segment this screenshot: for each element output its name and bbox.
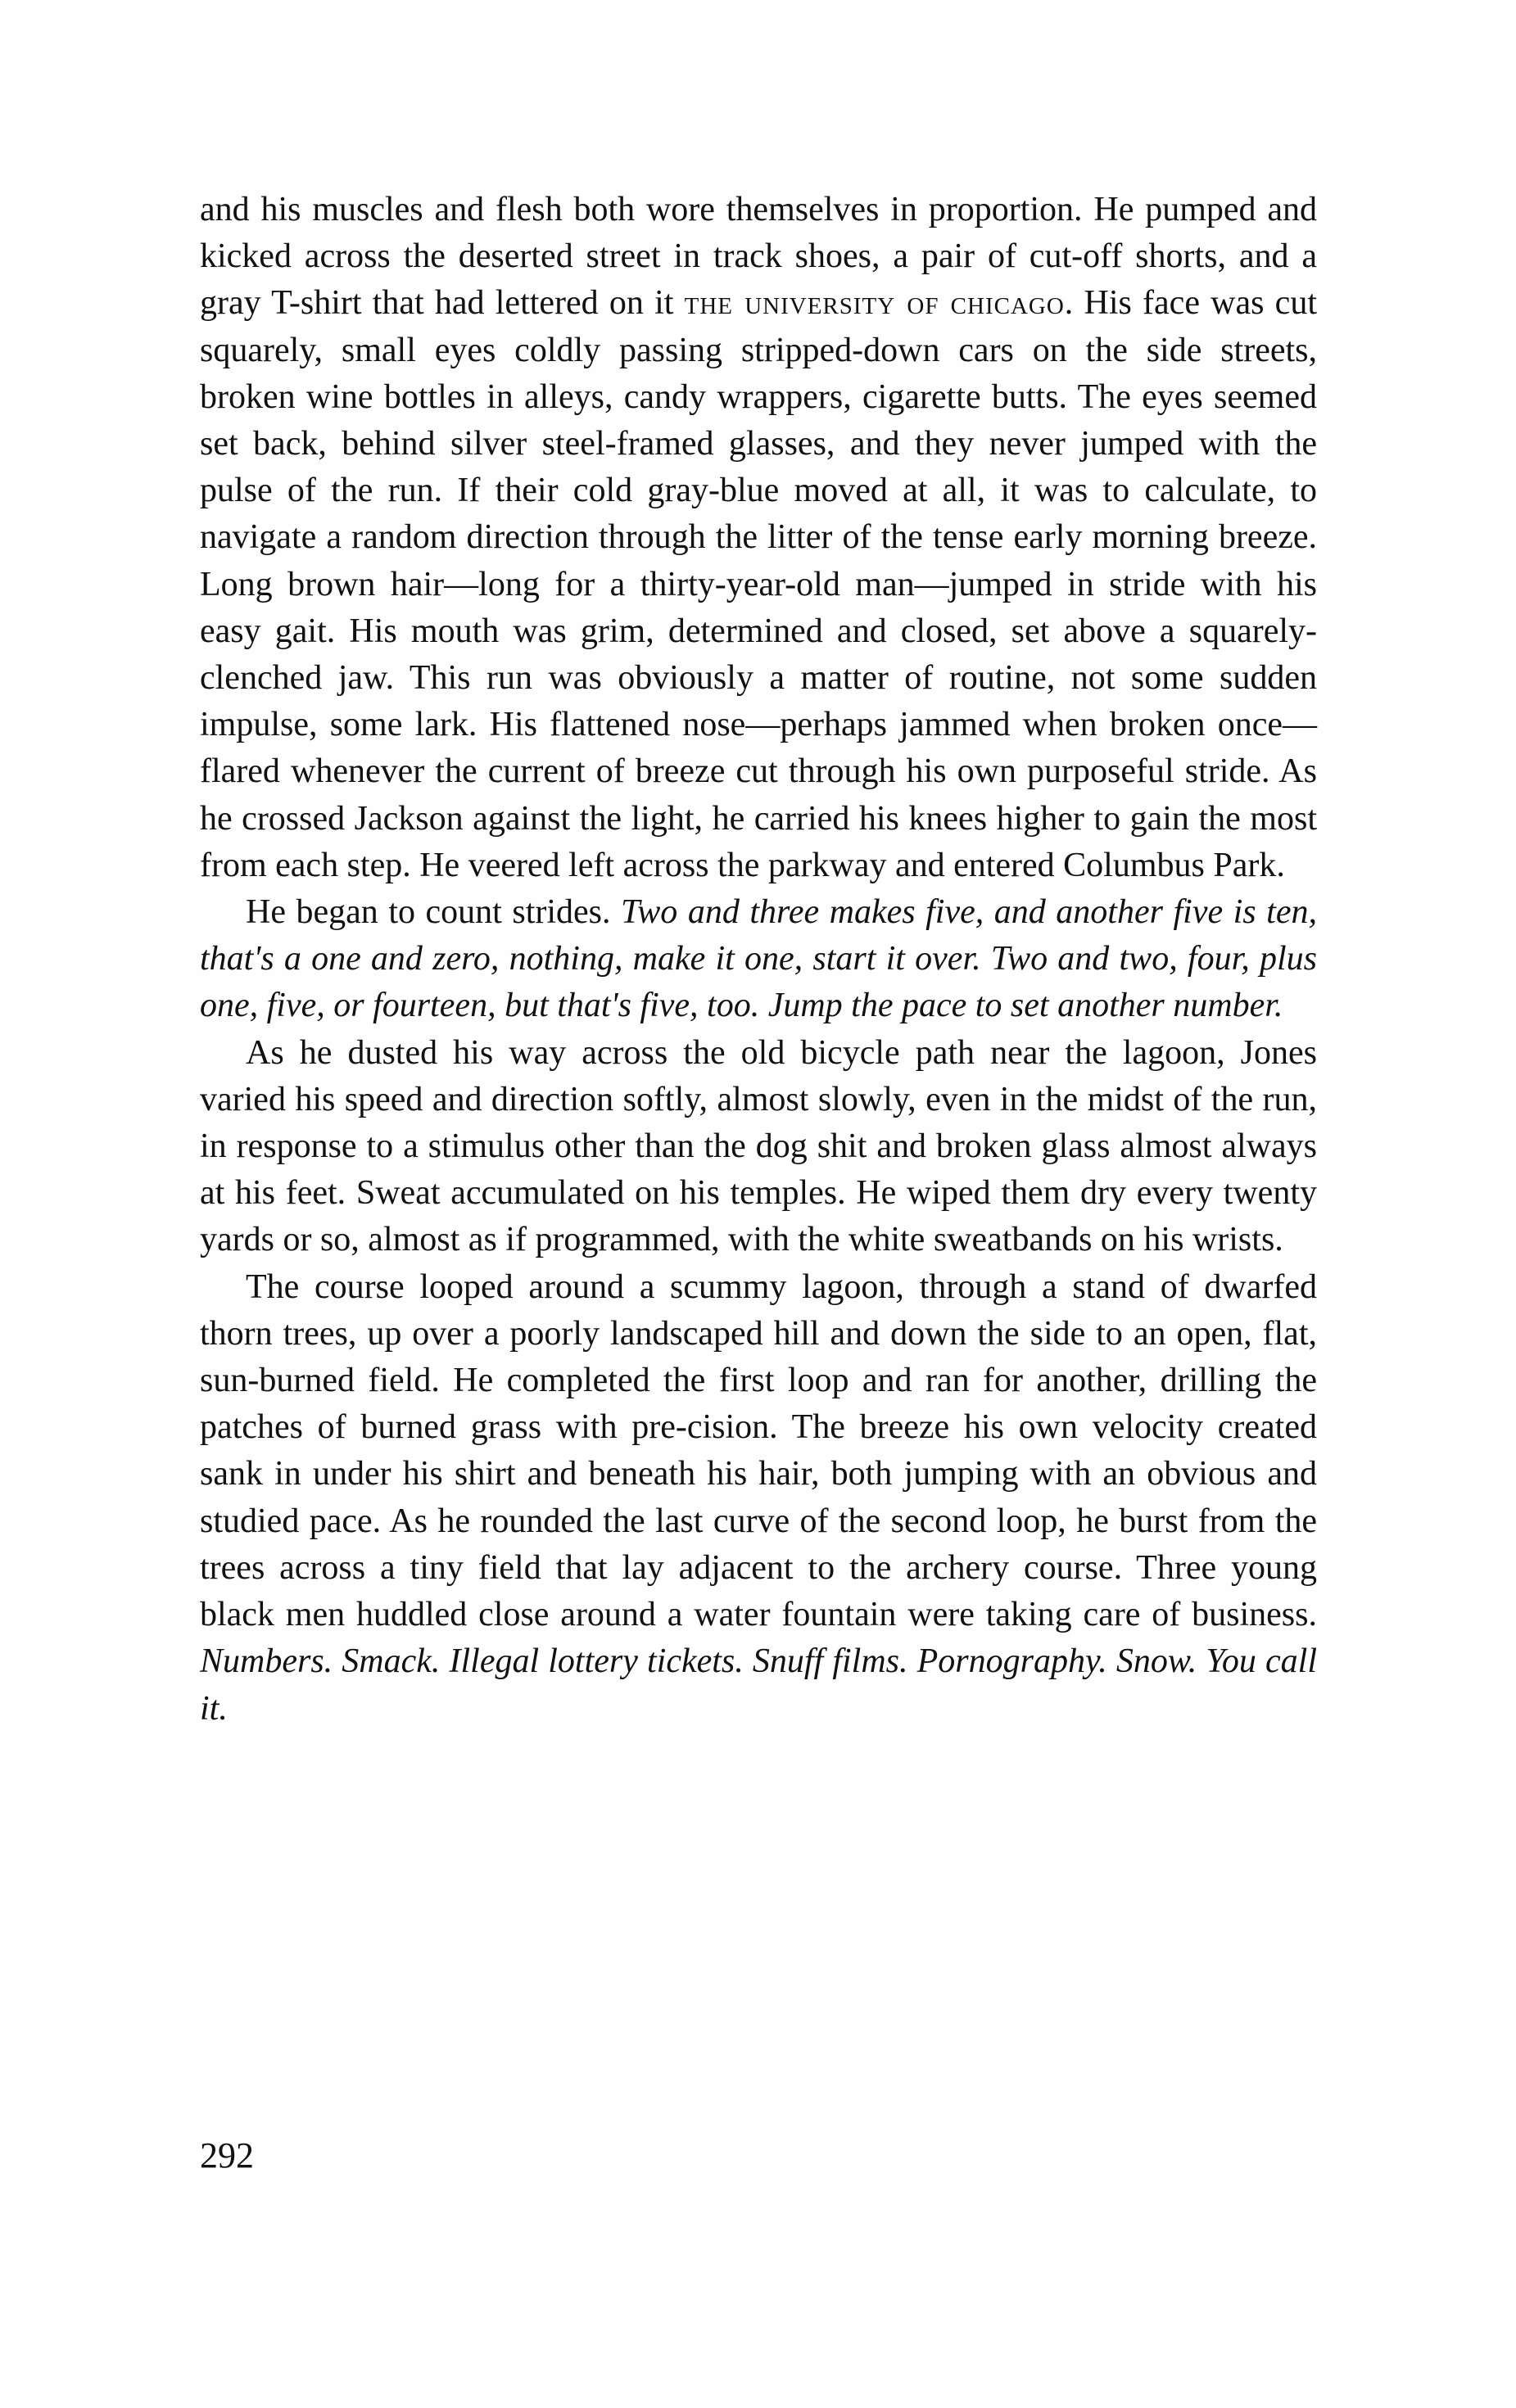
page-number: 292 bbox=[200, 2135, 254, 2175]
paragraph-1 bbox=[200, 187, 1317, 889]
paragraph-3 bbox=[200, 1030, 1317, 1264]
paragraph-1-segment-1: and his muscles and flesh both wore themselves in proportion. He pumped and kicked across the deserted street in track shoes, a pair of cut-off shorts, and a gray T-shirt that had lettered on it bbox=[200, 191, 1317, 323]
paragraph-2 bbox=[200, 889, 1317, 1030]
paragraph-4-segment-1: The course looped around a scummy lagoon, through a stand of dwarfed thorn trees, up over a poorly landscaped hill and down the side to an open, flat, sun-burned field. He completed the first loop and ran for another, drilling the patches of burned grass with pre-cision. The breeze his own velocity created sank in under his shirt and beneath his hair, both jumping with an obvious and studied pace. As he rounded the last curve of the second loop, he burst from the trees across a tiny field that lay adjacent to the archery course. Three young black men huddled close around a water fountain were taking care of business. bbox=[200, 1267, 1317, 1634]
paragraph-2-segment-1: He began to count strides. bbox=[246, 893, 622, 932]
paragraph-4 bbox=[200, 1264, 1317, 1733]
paragraph-1-segment-3: . His face was cut squarely, small eyes coldly passing stripped-down cars on the side streets, broken wine bottles in alleys, candy wrappers, cigarette butts. The eyes seemed set back, behind silver steel-framed glasses, and they never jumped with the pulse of the run. If their cold gray-blue moved at all, it was to calculate, to navigate a random direction through the litter of the tense early morning breeze. Long brown hair—long for a thirty-year-old man—jumped in stride with his easy gait. His mouth was grim, determined and closed, set above a squarely-clenched jaw. This run was obviously a matter of routine, not some sudden impulse, some lark. His flattened nose—perhaps jammed when broken once—flared whenever the current of breeze cut through his own purposeful stride. As he crossed Jackson against the light, he carried his knees higher to gain the most from each step. He veered left across the parkway and entered Columbus Park. bbox=[200, 284, 1317, 884]
shirt-lettering: the university of chicago bbox=[684, 284, 1065, 323]
body-text bbox=[200, 187, 1317, 1733]
paragraph-2-italic-thought: Two and three makes five, and another five is ten, that's a one and zero, nothing, make it one, start it over. Two and two, four, plus one, five, or fourteen, but that's five, too. Jump the pace to set another number. bbox=[200, 893, 1317, 1025]
paragraph-3-segment-1: As he dusted his way across the old bicycle path near the lagoon, Jones varied his speed and direction softly, almost slowly, even in the midst of the run, in response to a stimulus other than the dog shit and broken glass almost always at his feet. Sweat accumulated on his temples. He wiped them dry every twenty yards or so, almost as if programmed, with the white sweatbands on his wrists. bbox=[200, 1033, 1317, 1259]
paragraph-4-italic-list: Numbers. Smack. Illegal lottery tickets. Snuff films. Pornography. Snow. You call it. bbox=[200, 1642, 1317, 1728]
